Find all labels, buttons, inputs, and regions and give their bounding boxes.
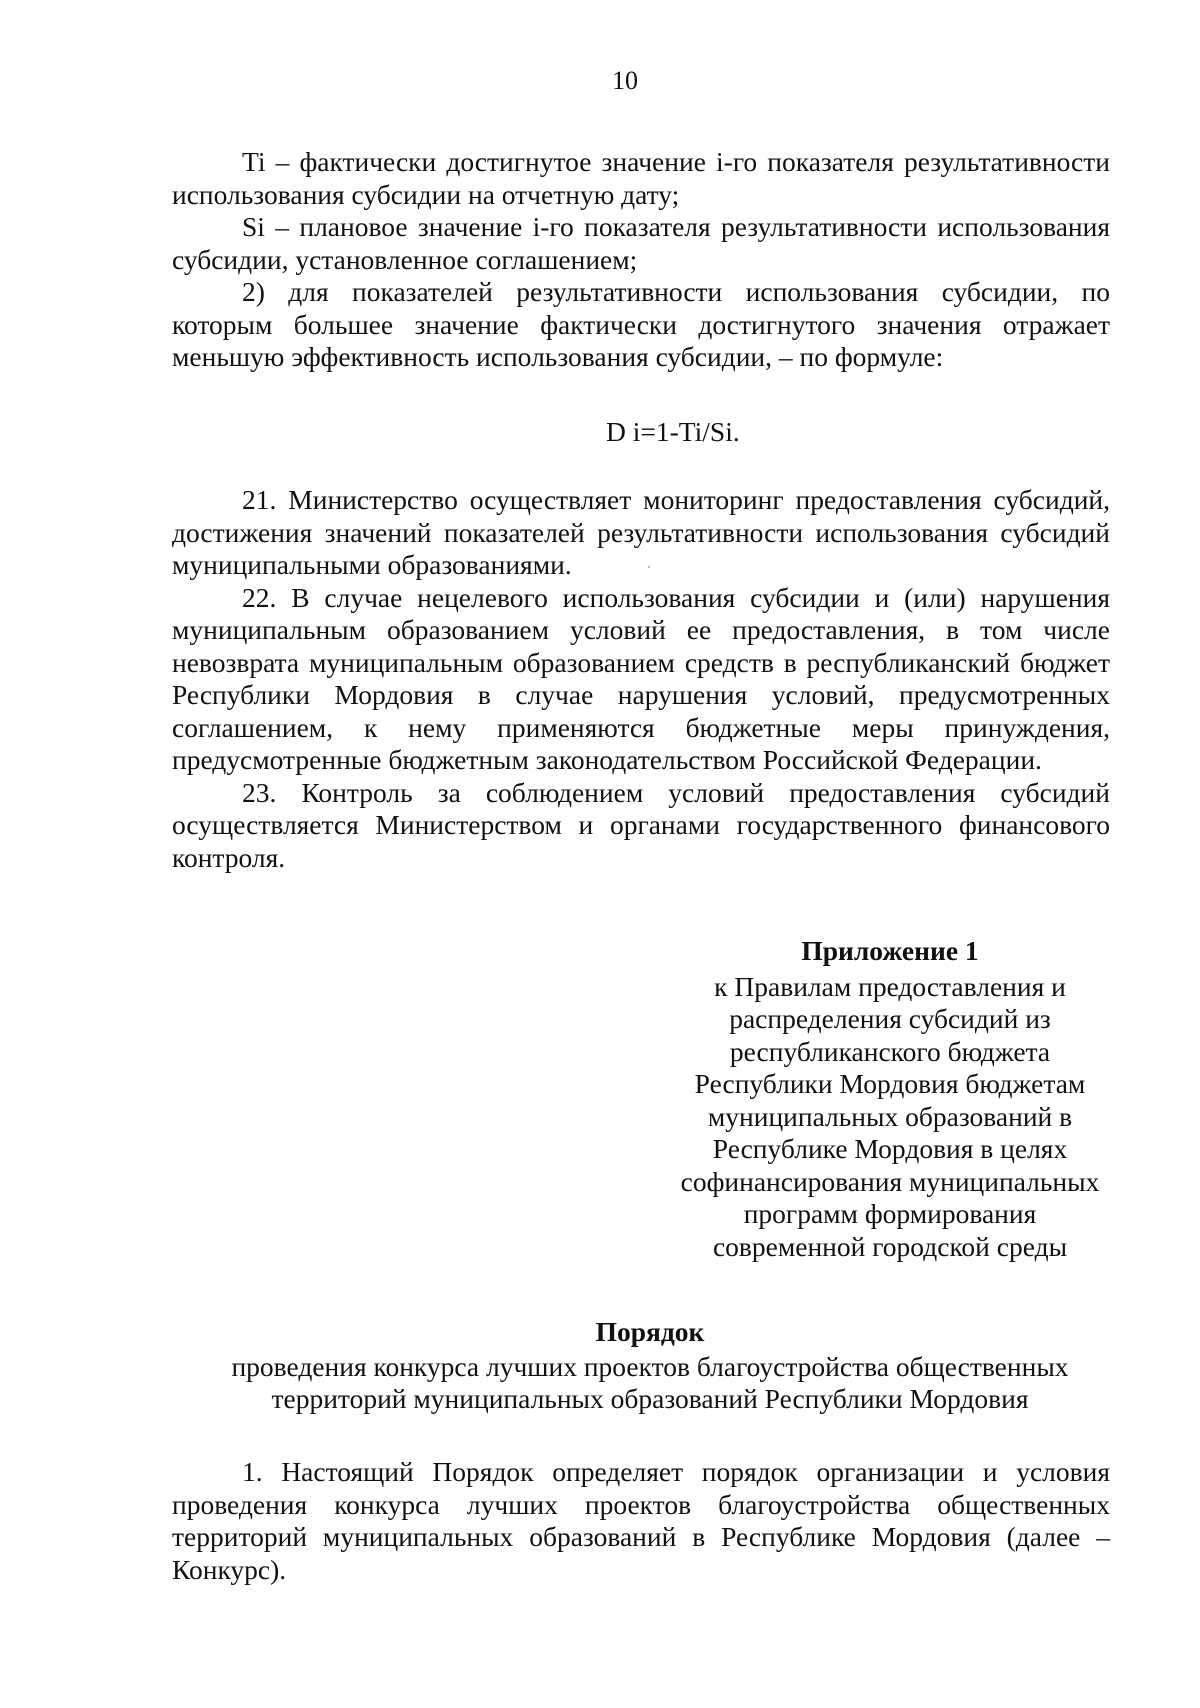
formula: D i=1-Ti/Si. — [606, 416, 740, 447]
order-paragraph-1: 1. Настоящий Порядок определяет порядок организации и условия проведения конкурса лучших проектов благоустройства общественных территорий муниципальных образований в Республике Мордовия (далее – Конкурс). — [172, 1456, 1110, 1585]
appendix-title: Приложение 1 — [801, 935, 979, 966]
paragraph-21: 21. Министерство осуществляет мониторинг предоставления субсидий, достижения значений показателей результативности использования субсидий муниципальными образованиями. — [172, 484, 1110, 580]
appendix-line: Республики Мордовия бюджетам — [694, 1068, 1086, 1099]
appendix-line: программ формирования — [743, 1198, 1037, 1229]
appendix-line: к Правилам предоставления и — [714, 970, 1066, 1002]
appendix-line: Республике Мордовия в целях — [712, 1133, 1068, 1164]
item-2-paragraph: 2) для показателей результативности использования субсидии, по которым большее значение фактически достигнутого значения отражает меньшую эффективность использования субсидии, – по формуле: — [172, 276, 1110, 372]
appendix-line: распределения субсидий из — [729, 1003, 1051, 1034]
appendix-line: софинансирования муниципальных — [680, 1165, 1100, 1197]
appendix-line: муниципальных образований в — [707, 1100, 1073, 1132]
appendix-line: современной городской среды — [712, 1230, 1068, 1262]
appendix-line: республиканского бюджета — [729, 1035, 1051, 1067]
si-definition: Si – плановое значение i-го показателя результативности использования субсидии, установленное соглашением; — [172, 211, 1110, 275]
ti-definition: Ti – фактически достигнутое значение i-го показателя результативности использования субсидии на отчетную дату; — [172, 146, 1110, 210]
order-subtitle-line: территорий муниципальных образований Республики Мордовия — [271, 1383, 1029, 1414]
paragraph-22: 22. В случае нецелевого использования субсидии и (или) нарушения муниципальным образованием условий ее предоставления, в том числе невозврата муниципальным образованием средств в республиканский бюджет Республики Мордовия в случае нарушения условий, предусмотренных соглашением, к нему применяются бюджетные меры принуждения, предусмотренные бюджетным законодательством Российской Федерации. — [172, 581, 1110, 775]
definitions-block — [172, 146, 1110, 374]
clauses-block — [172, 484, 1110, 874]
paragraph-23: 23. Контроль за соблюдением условий предоставления субсидий осуществляется Министерством и органами государственного финансового контроля. — [172, 776, 1110, 873]
order-subtitle-line: проведения конкурса лучших проектов благоустройства общественных — [231, 1350, 1069, 1382]
appendix-heading — [660, 935, 1120, 1263]
order-clauses-block — [172, 1456, 1110, 1586]
order-heading — [190, 1316, 1110, 1416]
page-number: 10 — [612, 66, 638, 95]
scan-dot — [648, 566, 650, 568]
order-title: Порядок — [595, 1316, 705, 1347]
